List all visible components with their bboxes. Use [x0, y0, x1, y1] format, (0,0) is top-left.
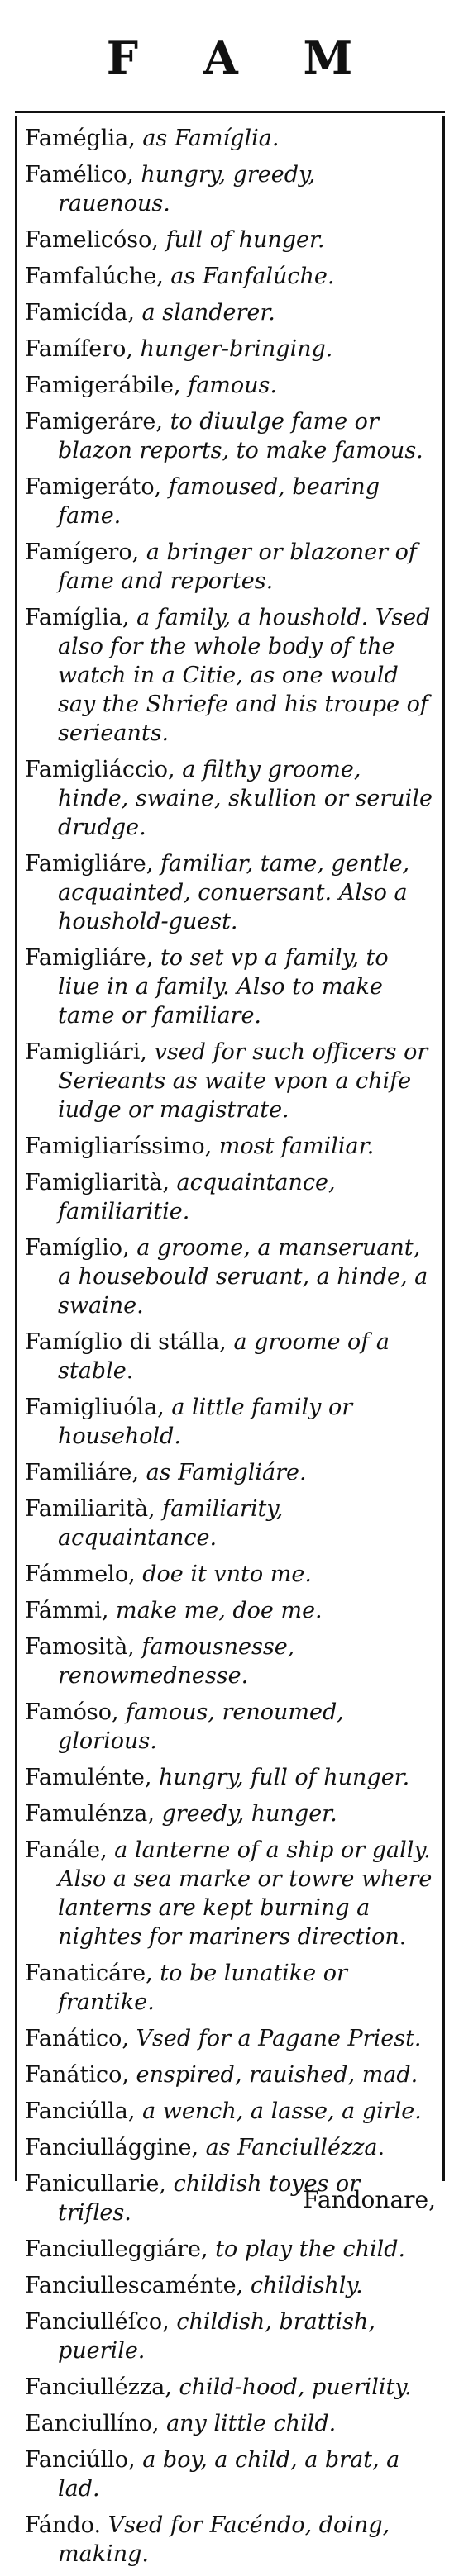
definition: to play the child.	[208, 2236, 406, 2262]
headword: Fanciullescaménte,	[25, 2273, 244, 2298]
dictionary-entry	[25, 298, 434, 327]
headword: Famíglio di stálla,	[25, 1329, 227, 1355]
dictionary-entry	[25, 371, 434, 400]
definition: childishly.	[243, 2273, 363, 2298]
dictionary-entry	[25, 160, 434, 218]
dictionary-entry	[25, 1038, 434, 1124]
headword: Fámmelo,	[25, 1561, 136, 1587]
definition: familiar, tame, gentle, acquainted, conuersant. Also a houshold-guest.	[58, 851, 410, 934]
headword: Famulénza,	[25, 1801, 155, 1827]
right-column-rule	[442, 116, 445, 2181]
headword: Fanático,	[25, 2026, 129, 2051]
headword: Famigliári,	[25, 1039, 148, 1065]
dictionary-entry	[25, 538, 434, 596]
dictionary-entry	[25, 1233, 434, 1320]
definition: a groome, a manseruant, a housebould seruant, a hinde, a swaine.	[58, 1235, 428, 1319]
headword: Famigliáre,	[25, 851, 154, 877]
definition: any little child.	[159, 2411, 337, 2436]
definition: famous.	[180, 373, 277, 398]
dictionary-entry	[25, 2409, 434, 2438]
definition: greedy, hunger.	[154, 1801, 337, 1827]
headword: Famóso,	[25, 1699, 119, 1725]
dictionary-entry	[25, 1596, 434, 1625]
definition: a filthy groome, hinde, swaine, skullion or seruile drudge.	[58, 757, 433, 840]
dictionary-entry	[25, 2235, 434, 2264]
dictionary-entry	[25, 407, 434, 465]
definition: a bringer or blazoner of fame and reportes.	[58, 539, 417, 594]
dictionary-entry	[25, 473, 434, 530]
definition: to be lunatike or frantike.	[58, 1961, 347, 2015]
headword: Famigliuóla,	[25, 1395, 165, 1420]
dictionary-entry	[25, 335, 434, 364]
dictionary-entry	[25, 849, 434, 936]
catchword: Fandonare,	[303, 2186, 436, 2213]
definition: a lanterne of a ship or gally. Also a sea marke or towre where lanterns are kept burning a nightes for mariners direction.	[58, 1837, 433, 1950]
headword: Famigeráre,	[25, 409, 163, 435]
definition: hunger-bringing.	[132, 336, 333, 362]
headword: Famosità,	[25, 1634, 135, 1660]
headword: Fanático,	[25, 2062, 129, 2088]
definition: Vsed for a Pagane Priest.	[128, 2026, 422, 2051]
definition: vsed for such officers or Serieants as waite vpon a chife iudge or magistrate.	[58, 1039, 428, 1123]
headword: Fanaticáre,	[25, 1961, 153, 1986]
dictionary-entry	[25, 755, 434, 842]
dictionary-entry	[25, 262, 434, 291]
dictionary-entry	[25, 124, 434, 153]
dictionary-entry	[25, 2307, 434, 2365]
definition: enspired, rauished, mad.	[128, 2062, 418, 2088]
definition: to diuulge fame or blazon reports, to make famous.	[58, 409, 423, 463]
dictionary-entry	[25, 1560, 434, 1589]
headword: Famicída,	[25, 300, 135, 326]
dictionary-entry	[25, 1836, 434, 1951]
headword: Fándo.	[25, 2512, 102, 2538]
headword: Famigliáccio,	[25, 757, 175, 782]
dictionary-entry	[25, 1495, 434, 1552]
headword: Famíglia,	[25, 605, 130, 630]
dictionary-entry	[25, 1132, 434, 1161]
headword: Famigeráto,	[25, 474, 162, 500]
dictionary-entry	[25, 1959, 434, 2017]
definition: as Fanfalúche.	[163, 264, 335, 289]
dictionary-entry	[25, 1393, 434, 1451]
headword: Fanciullággine,	[25, 2135, 199, 2160]
headword: Fámmi,	[25, 1598, 109, 1623]
dictionary-entry	[25, 1799, 434, 1828]
definition: as Fanciullézza.	[198, 2135, 385, 2160]
headword: Fanciulleggiáre,	[25, 2236, 208, 2262]
headword: Famigliáre,	[25, 945, 154, 971]
definition: as Famigliáre.	[139, 1460, 307, 1485]
definition: hungry, greedy, rauenous.	[58, 162, 316, 216]
headword: Famigliarità,	[25, 1170, 170, 1195]
headword: Fanciúllo,	[25, 2447, 136, 2473]
definition: a wench, a lasse, a girle.	[135, 2098, 422, 2124]
left-column-rule	[15, 116, 17, 2181]
definition: famous, renoumed, glorious.	[58, 1699, 344, 1754]
headword: Famífero,	[25, 336, 133, 362]
dictionary-entry	[25, 2097, 434, 2126]
definition: a family, a houshold. Vsed also for the whole body of the watch in a Citie, as one would say the Shriefe and his troupe of serieants.	[58, 605, 431, 746]
headword: Fanciúlla,	[25, 2098, 136, 2124]
top-rule	[15, 111, 445, 113]
definition: a slanderer.	[134, 300, 275, 326]
dictionary-entry	[25, 603, 434, 748]
definition: as Famíglia.	[135, 126, 280, 151]
headword: Fanciulléſco,	[25, 2309, 170, 2335]
headword: Famélico,	[25, 162, 134, 188]
dictionary-entry	[25, 1328, 434, 1385]
definition: make me, doe me.	[108, 1598, 323, 1623]
dictionary-entry	[25, 943, 434, 1030]
headword: Fanále,	[25, 1837, 108, 1863]
headword: Famígero,	[25, 539, 140, 565]
headword: Faméglia,	[25, 126, 136, 151]
dictionary-entry	[25, 1698, 434, 1756]
dictionary-entry	[25, 1633, 434, 1690]
headword: Famigerábile,	[25, 373, 181, 398]
definition: hungry, full of hunger.	[151, 1765, 410, 1790]
definition: most familiar.	[212, 1134, 375, 1159]
dictionary-entry	[25, 2024, 434, 2053]
dictionary-entry	[25, 2373, 434, 2402]
headword: Famíglio,	[25, 1235, 130, 1261]
dictionary-entry	[25, 1763, 434, 1792]
dictionary-entry	[25, 2511, 434, 2569]
headword: Famulénte,	[25, 1765, 152, 1790]
running-head	[0, 17, 459, 99]
dictionary-entry	[25, 2133, 434, 2162]
dictionary-entry	[25, 226, 434, 254]
definition: Vsed for Facéndo, doing, making.	[58, 2512, 390, 2567]
definition: doe it vnto me.	[135, 1561, 312, 1587]
definition: a boy, a child, a brat, a lad.	[58, 2447, 400, 2502]
headword: Famfalúche,	[25, 264, 164, 289]
dictionary-entry	[25, 1458, 434, 1487]
dictionary-entry	[25, 2445, 434, 2503]
definition: famoused, bearing fame.	[58, 474, 380, 529]
dictionary-entry	[25, 2271, 434, 2300]
definition: child-hood, puerility.	[171, 2374, 412, 2400]
headword: Familiarità,	[25, 1496, 155, 1522]
definition: a groome of a stable.	[58, 1329, 390, 1384]
definition: famousnesse, renowmednesse.	[58, 1634, 295, 1689]
definition: to set vp a family, to liue in a family. Also to make tame or familiare.	[58, 945, 389, 1029]
definition: childish toyes or trifles.	[58, 2171, 361, 2226]
definition: full of hunger.	[158, 227, 325, 253]
dictionary-entry	[25, 1168, 434, 1226]
headword: Famelicóso,	[25, 227, 159, 253]
headword: Fanicullarie,	[25, 2171, 167, 2197]
definition: familiarity, acquaintance.	[58, 1496, 284, 1551]
page-title: F A M	[106, 31, 378, 84]
definition: a little family or household.	[58, 1395, 353, 1449]
definition: childish, brattish, puerile.	[58, 2309, 375, 2364]
dictionary-entry	[25, 2060, 434, 2089]
headword: Fanciullézza,	[25, 2374, 172, 2400]
headword: Familiáre,	[25, 1460, 140, 1485]
headword: Eanciullíno,	[25, 2411, 160, 2436]
definition: acquaintance, familiaritie.	[58, 1170, 336, 1224]
headword: Famigliaríssimo,	[25, 1134, 213, 1159]
